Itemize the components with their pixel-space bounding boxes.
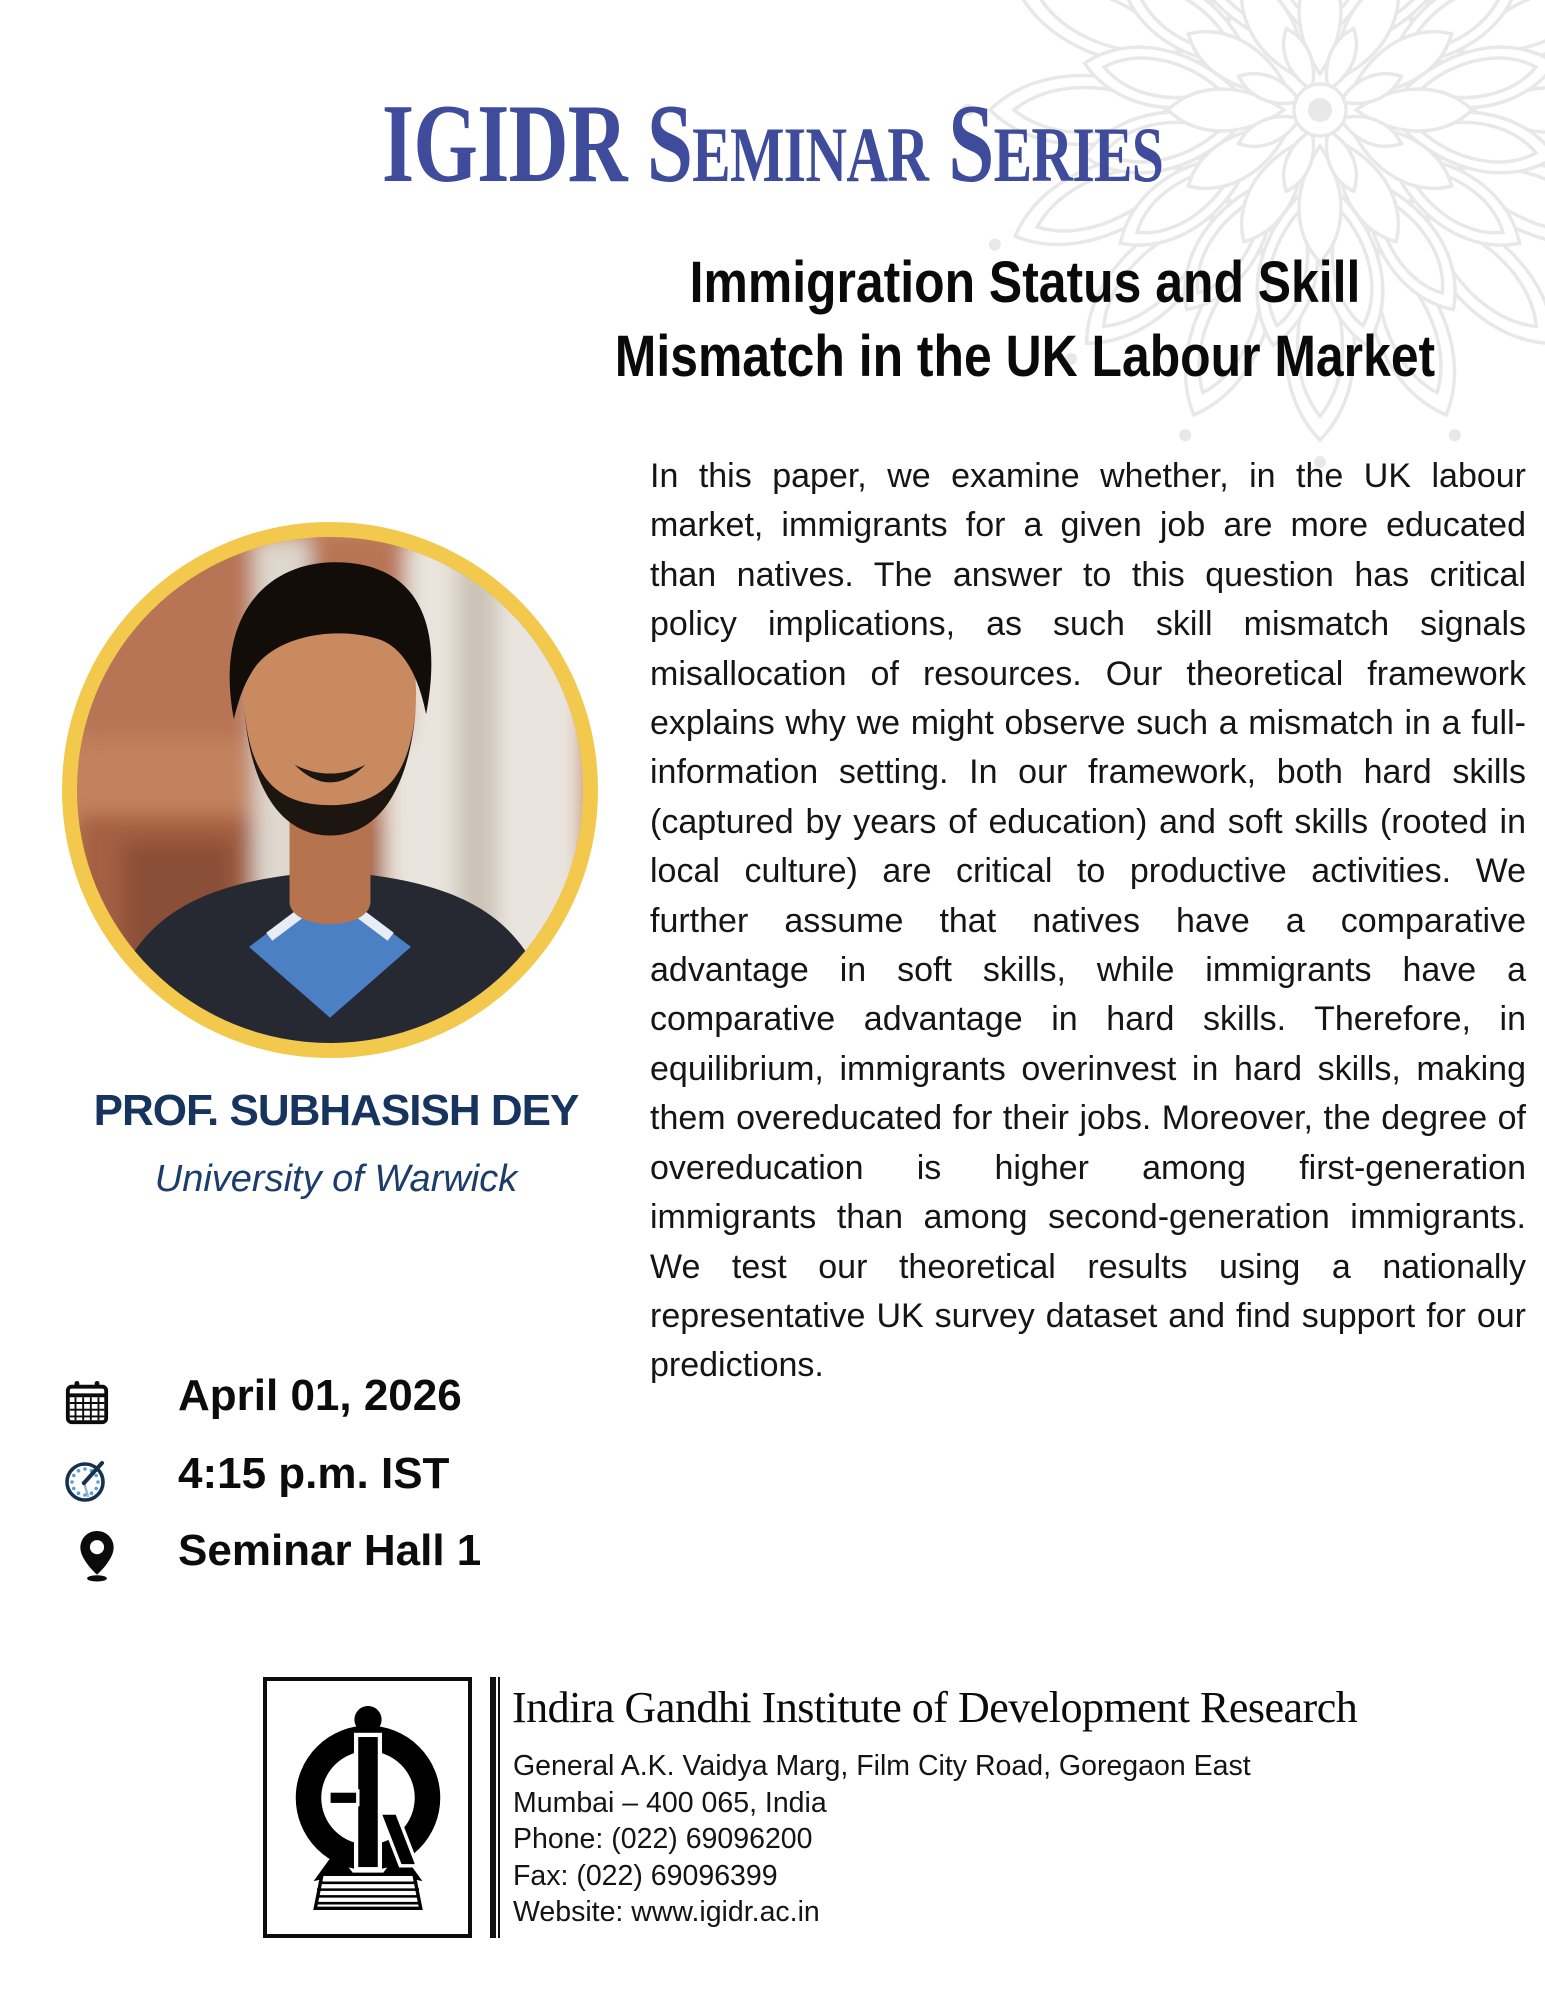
event-time: 4:15 p.m. IST — [178, 1449, 450, 1498]
location-pin-icon — [78, 1530, 116, 1582]
address-phone: Phone: (022) 69096200 — [513, 1823, 813, 1856]
speaker-photo — [62, 522, 598, 1058]
series-title: IGIDR Seminar Series — [381, 82, 1164, 206]
footer-divider — [490, 1677, 500, 1938]
address-fax: Fax: (022) 69096399 — [513, 1859, 778, 1892]
address-line: General A.K. Vaidya Marg, Film City Road, Goregaon East — [513, 1750, 1251, 1782]
igidr-logo — [263, 1677, 472, 1938]
address-website: Website: www.igidr.ac.in — [513, 1896, 820, 1929]
seminar-title — [509, 246, 1541, 394]
speaker-name: PROF. SUBHASISH DEY — [93, 1086, 579, 1135]
seminar-title-line2: Mismatch in the UK Labour Market — [614, 324, 1436, 389]
speaker-affiliation: University of Warwick — [154, 1158, 518, 1200]
event-venue: Seminar Hall 1 — [178, 1526, 482, 1575]
seminar-title-line1: Immigration Status and Skill — [689, 250, 1361, 315]
clock-icon — [62, 1456, 110, 1504]
institute-address — [513, 1748, 1413, 1931]
event-date: April 01, 2026 — [178, 1371, 462, 1420]
address-line: Mumbai – 400 065, India — [513, 1786, 827, 1819]
calendar-icon — [64, 1380, 110, 1426]
abstract-text: In this paper, we examine whether, in the UK labour market, immigrants for a given job are more educated than natives. The answer to this question has critical policy implications, as such skill mismatch signals misallocation of resources. Our theoretical framework explains why we might observe such a mismatch in a full-information setting. In our framework, both hard skills (captured by years of education) and soft skills (rooted in local culture) are critical to productive activities. We further assume that natives have a comparative advantage in soft skills, while immigrants have a comparative advantage in hard skills. Therefore, in equilibrium, immigrants overinvest in hard skills, making them overeducated for their jobs. Moreover, the degree of overeducation is higher among first-generation immigrants than among second-generation immigrants. We test our theoretical results using a nationally representative UK survey dataset and find support for our predictions. — [650, 457, 1526, 1385]
institute-name: Indira Gandhi Institute of Development Research — [512, 1683, 1358, 1732]
